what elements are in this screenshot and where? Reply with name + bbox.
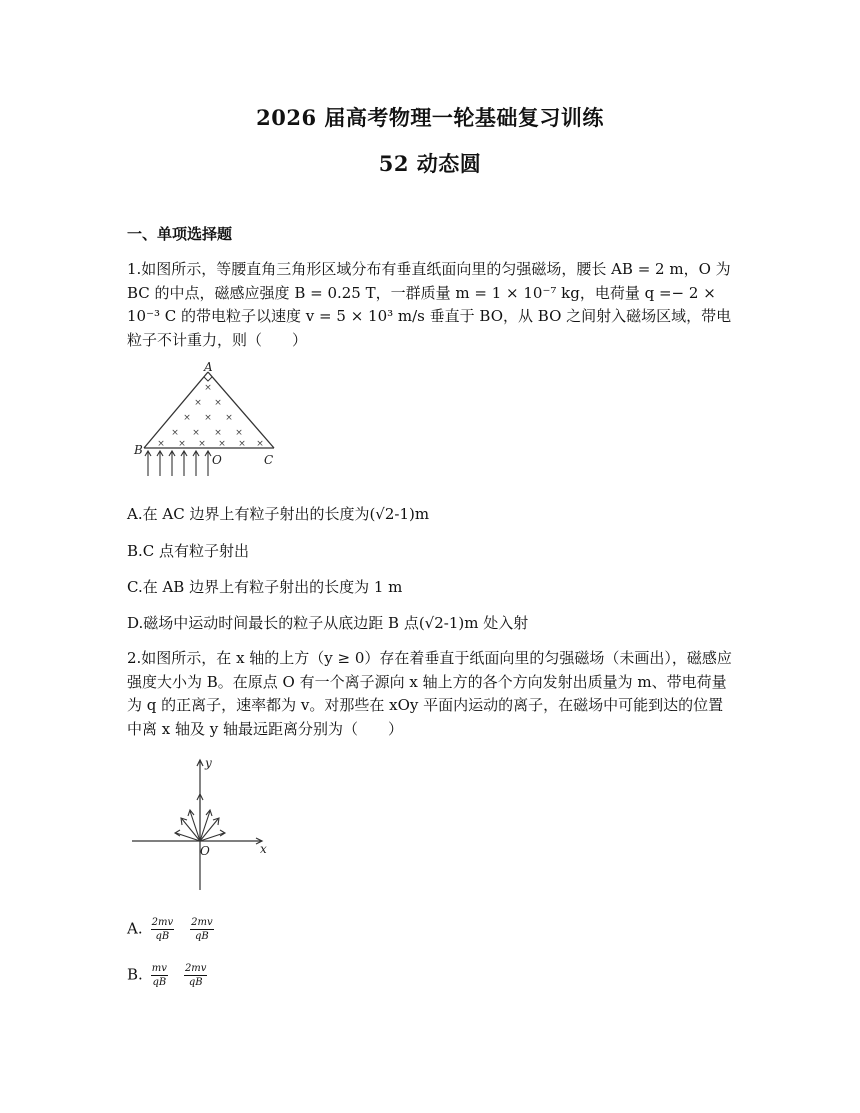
fraction-numerator: 2mv	[151, 917, 174, 928]
axis-x-label: x	[260, 842, 267, 856]
svg-text:×: ×	[225, 413, 233, 423]
svg-text:×: ×	[238, 439, 246, 449]
document-subtitle: 52 动态圆	[378, 151, 482, 176]
ion-source-axes-figure	[130, 755, 275, 895]
q2-option-a	[127, 916, 222, 943]
section-heading: 一、单项选择题	[127, 225, 233, 243]
fraction-numerator: 2mv	[184, 963, 207, 974]
fraction	[190, 916, 214, 943]
triangle-field-figure	[132, 360, 282, 480]
q1-option-a: A.在 AC 边界上有粒子射出的长度为(√2-1)m	[127, 505, 430, 523]
svg-text:×: ×	[256, 439, 264, 449]
svg-text:×: ×	[235, 428, 243, 438]
question-1-stem: 1.如图所示，等腰直角三角形区域分布有垂直纸面向里的匀强磁场，腰长 AB = 2 m，O 为 BC 的中点，磁感应强度 B = 0.25 T，一群质量 m = 1 × 10⁻⁷ kg，电荷量 q =− 2 × 10⁻³ C 的带电粒子以速度 v = 5 × 10³ m/s 垂直于 BO，从 BO 之间射入磁场区域，带电粒子不计重力，则（ ）	[127, 260, 732, 349]
label-C: C	[264, 453, 274, 467]
label-B: B	[134, 443, 143, 457]
fraction-denominator: qB	[194, 931, 209, 942]
fraction	[184, 962, 208, 989]
q2-option-b	[127, 962, 215, 989]
fraction	[151, 916, 175, 943]
document-title: 2026 届高考物理一轮基础复习训练	[256, 105, 604, 130]
svg-text:×: ×	[171, 428, 179, 438]
fraction-denominator: qB	[152, 977, 167, 988]
svg-text:×: ×	[204, 383, 212, 393]
svg-text:×: ×	[218, 439, 226, 449]
origin-label: O	[200, 844, 210, 858]
label-A: A	[204, 360, 213, 374]
svg-text:×: ×	[214, 428, 222, 438]
svg-text:×: ×	[214, 398, 222, 408]
q1-option-d: D.磁场中运动时间最长的粒子从底边距 B 点(√2-1)m 处入射	[127, 614, 529, 632]
q2-option-a-label: A.	[127, 919, 143, 938]
fraction-denominator: qB	[155, 931, 170, 942]
fraction	[151, 962, 168, 989]
svg-text:×: ×	[157, 439, 165, 449]
svg-text:×: ×	[204, 413, 212, 423]
svg-text:×: ×	[183, 413, 191, 423]
svg-text:×: ×	[194, 398, 202, 408]
q2-option-b-label: B.	[127, 965, 143, 984]
svg-text:×: ×	[198, 439, 206, 449]
svg-text:×: ×	[178, 439, 186, 449]
fraction-numerator: mv	[151, 963, 167, 974]
fraction-denominator: qB	[188, 977, 203, 988]
fraction-numerator: 2mv	[191, 917, 213, 928]
q1-option-b: B.C 点有粒子射出	[127, 542, 250, 560]
svg-text:×: ×	[192, 428, 200, 438]
q1-option-c: C.在 AB 边界上有粒子射出的长度为 1 m	[127, 578, 403, 596]
label-O: O	[212, 453, 222, 467]
question-2-stem: 2.如图所示，在 x 轴的上方（y ≥ 0）存在着垂直于纸面向里的匀强磁场（未画出），磁感应强度大小为 B。在原点 O 有一个离子源向 x 轴上方的各个方向发射出质量为 m、带电荷量为 q 的正离子，速率都为 v。对那些在 xOy 平面内运动的离子，在磁场中可能到达的位置中离 x 轴及 y 轴最远距离分别为（ ）	[127, 649, 732, 738]
axis-y-label: y	[205, 756, 212, 770]
